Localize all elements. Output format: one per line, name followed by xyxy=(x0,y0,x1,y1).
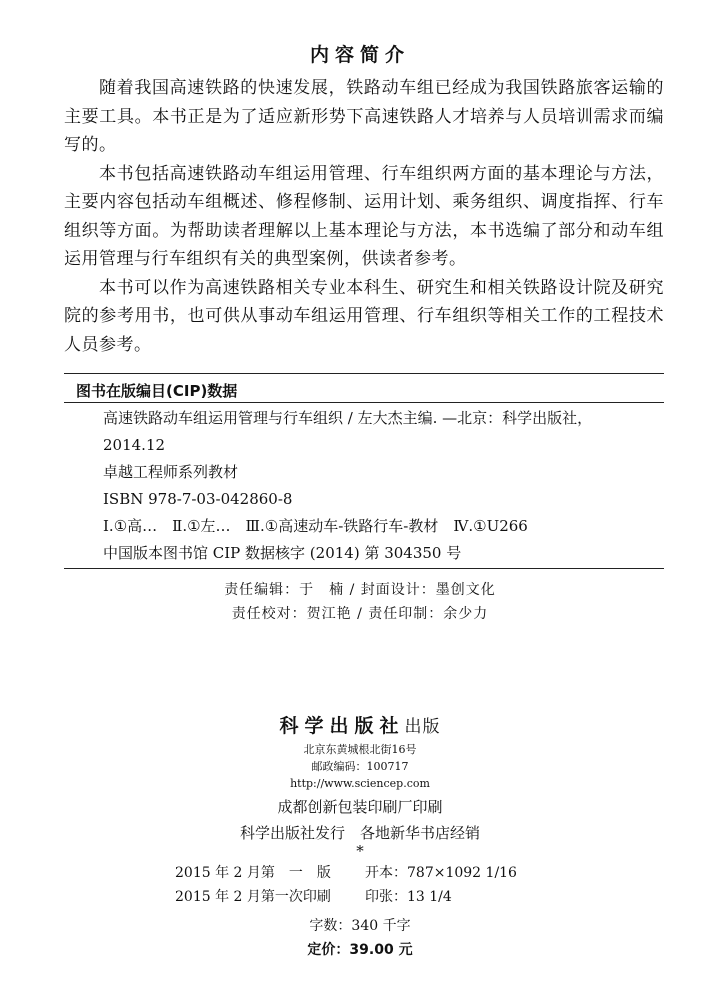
page-title: 内容简介 xyxy=(309,44,410,66)
editor-credits xyxy=(0,578,720,626)
divider xyxy=(64,373,664,374)
publisher-name-line xyxy=(0,712,720,741)
sheets: 印张：13 1/4 xyxy=(365,889,452,905)
word-count: 字数：340 千字 xyxy=(309,918,411,934)
publisher-name: 科学出版社 xyxy=(279,715,405,737)
publisher-address: 北京东黄城根北街16号 xyxy=(303,743,417,756)
publisher-url: http://www.sciencep.com xyxy=(290,777,430,790)
editor-line: 责任编辑：于 楠 / 封面设计：墨创文化 xyxy=(224,582,496,598)
cip-classification: Ⅰ.①高… Ⅱ.①左… Ⅲ.①高速动车-铁路行车-教材 Ⅳ.①U266 xyxy=(103,517,528,535)
cip-entry: 高速铁路动车组运用管理与行车组织 / 左大杰主编. —北京：科学出版社，2014.12 xyxy=(103,409,593,454)
printing-line: 2015 年 2 月第一次印刷 xyxy=(175,889,331,905)
publisher-block xyxy=(0,712,720,858)
printer: 成都创新包装印刷厂印刷 xyxy=(277,798,443,816)
editor-line: 责任校对：贺江艳 / 责任印制：余少力 xyxy=(231,606,489,622)
cip-record: 中国版本图书馆 CIP 数据核字 (2014) 第 304350 号 xyxy=(103,544,462,562)
cip-block xyxy=(83,405,653,567)
separator-star: * xyxy=(356,842,364,860)
divider xyxy=(64,402,664,403)
summary-text xyxy=(64,74,664,359)
summary-paragraph: 本书包括高速铁路动车组运用管理、行车组织两方面的基本理论与方法，主要内容包括动车组概述、修程修制、运用计划、乘务组织、调度指挥、行车组织等方面。为帮助读者理解以上基本理论与方法，本书选编了部分和动车组运用管理与行车组织有关的典型案例，供读者参考。 xyxy=(64,163,664,269)
edition-line: 2015 年 2 月第 一 版 xyxy=(175,865,331,881)
divider xyxy=(64,568,664,569)
cip-isbn: ISBN 978-7-03-042860-8 xyxy=(103,490,293,508)
format: 开本：787×1092 1/16 xyxy=(365,865,517,881)
summary-paragraph: 随着我国高速铁路的快速发展，铁路动车组已经成为我国铁路旅客运输的主要工具。本书正是为了适应新形势下高速铁路人才培养与人员培训需求而编写的。 xyxy=(64,78,664,155)
publisher-suffix: 出版 xyxy=(404,717,441,737)
publisher-postcode: 邮政编码：100717 xyxy=(311,760,409,773)
price: 定价：39.00 元 xyxy=(307,942,413,958)
summary-paragraph: 本书可以作为高速铁路相关专业本科生、研究生和相关铁路设计院及研究院的参考用书，也可供从事动车组运用管理、行车组织等相关工作的工程技术人员参考。 xyxy=(64,277,664,355)
edition-info xyxy=(175,862,517,910)
cip-series: 卓越工程师系列教材 xyxy=(103,463,239,481)
distribution: 科学出版社发行 各地新华书店经销 xyxy=(239,824,480,842)
cip-heading: 图书在版编目(CIP)数据 xyxy=(76,382,238,400)
